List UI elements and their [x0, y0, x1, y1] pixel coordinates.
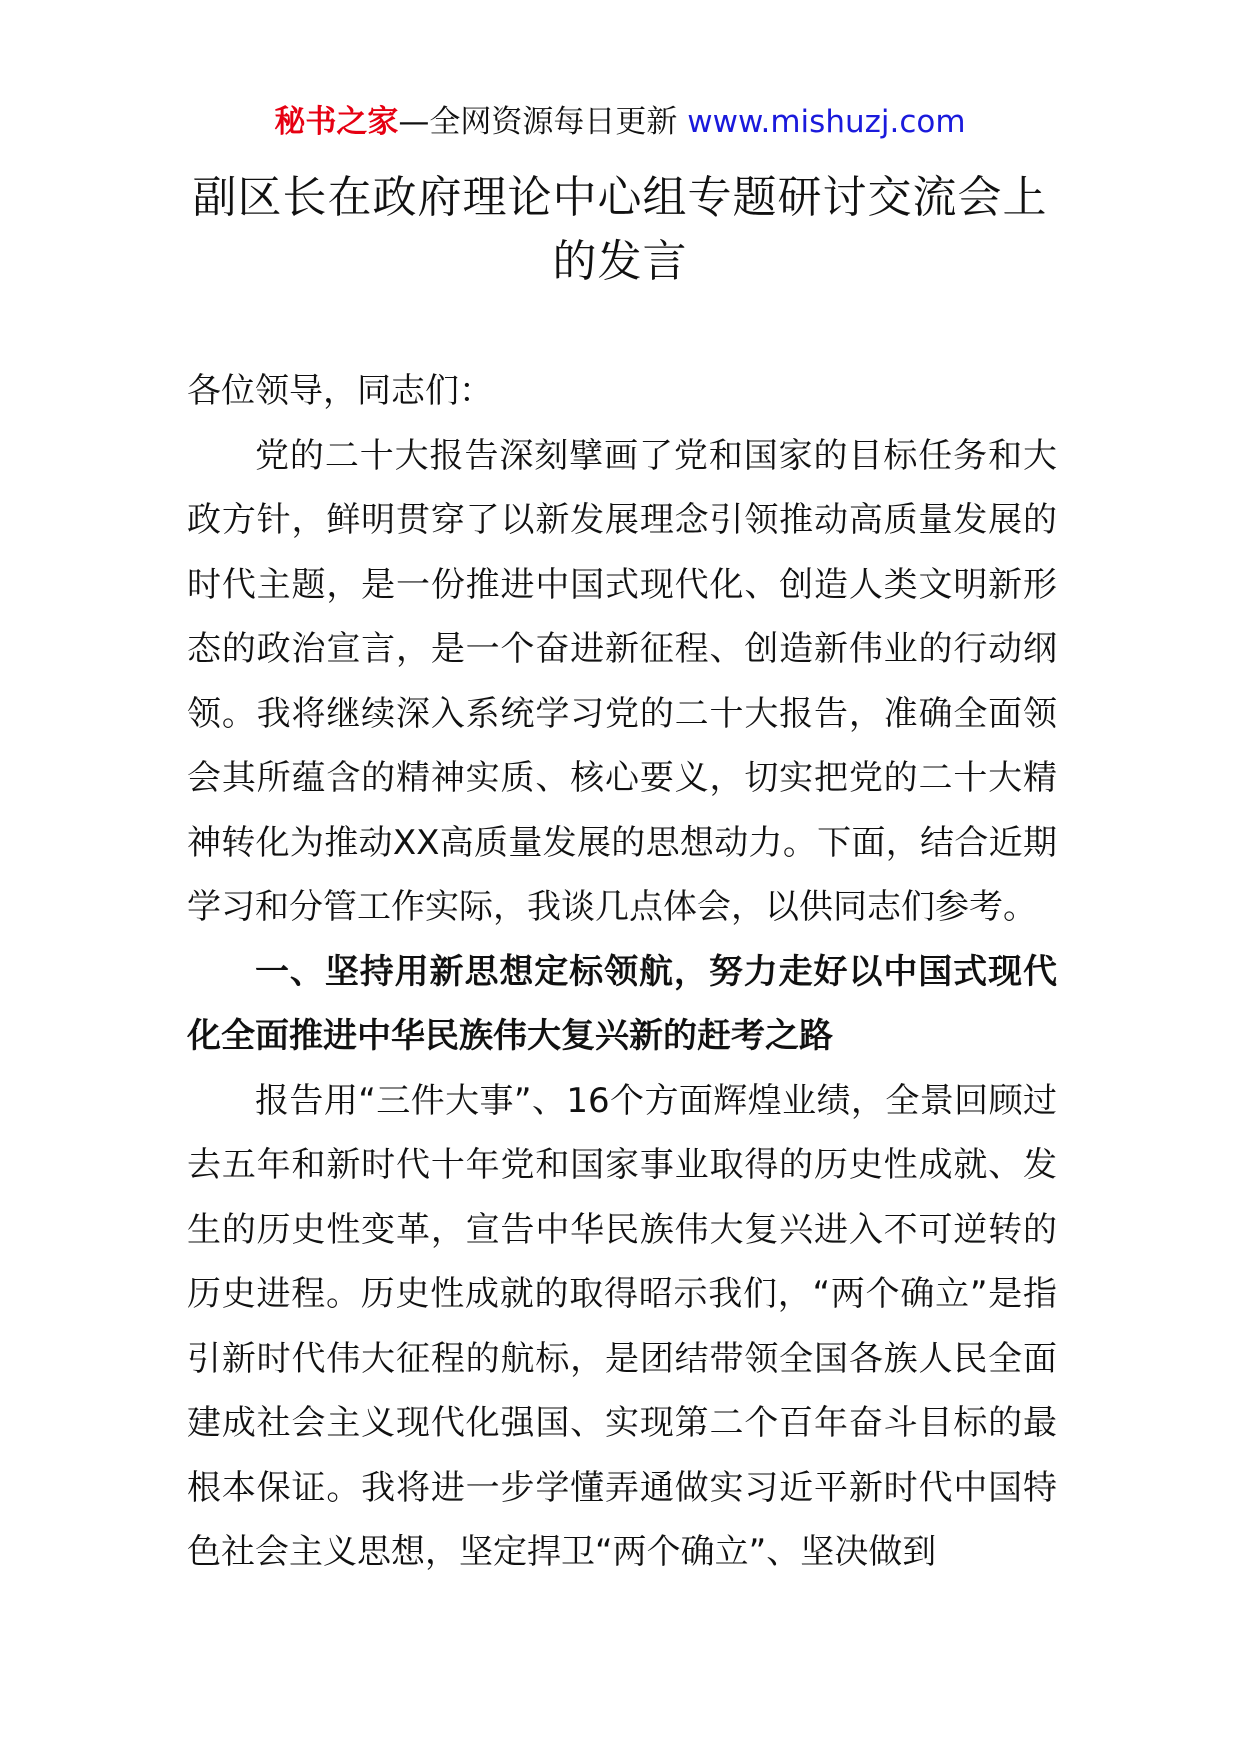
section-heading-1: 一、坚持用新思想定标领航，努力走好以中国式现代化全面推进中华民族伟大复兴新的赶考之路 — [187, 951, 1057, 1056]
paragraph-section-1: 报告用“三件大事”、16个方面辉煌业绩，全景回顾过去五年和新时代十年党和国家事业取得的历史性成就、发生的历史性变革，宣告中华民族伟大复兴进入不可逆转的历史进程。历史性成就的取得昭示我们，“两个确立”是指引新时代伟大征程的航标，是团结带领全国各族人民全面建成社会主义现代化强国、实现第二个百年奋斗目标的最根本保证。我将进一步学懂弄通做实习近平新时代中国特色社会主义思想，坚定捍卫“两个确立”、坚决做到 — [187, 1080, 1057, 1572]
paragraph-intro: 党的二十大报告深刻擘画了党和国家的目标任务和大政方针，鲜明贯穿了以新发展理念引领推动高质量发展的时代主题，是一份推进中国式现代化、创造人类文明新形态的政治宣言，是一个奋进新征程、创造新伟业的行动纲领。我将继续深入系统学习党的二十大报告，准确全面领会其所蕴含的精神实质、核心要义，切实把党的二十大精神转化为推动XX高质量发展的思想动力。下面，结合近期学习和分管工作实际，我谈几点体会，以供同志们参考。 — [187, 435, 1057, 927]
site-brand: 秘书之家 — [274, 104, 399, 140]
salutation: 各位领导，同志们： — [187, 371, 493, 411]
site-header — [0, 102, 1240, 142]
document-title: 副区长在政府理论中心组专题研讨交流会上的发言 — [192, 172, 1048, 287]
document-body — [187, 359, 1057, 1585]
site-url-link[interactable]: www.mishuzj.com — [687, 104, 966, 140]
site-slogan: —全网资源每日更新 — [398, 104, 688, 140]
